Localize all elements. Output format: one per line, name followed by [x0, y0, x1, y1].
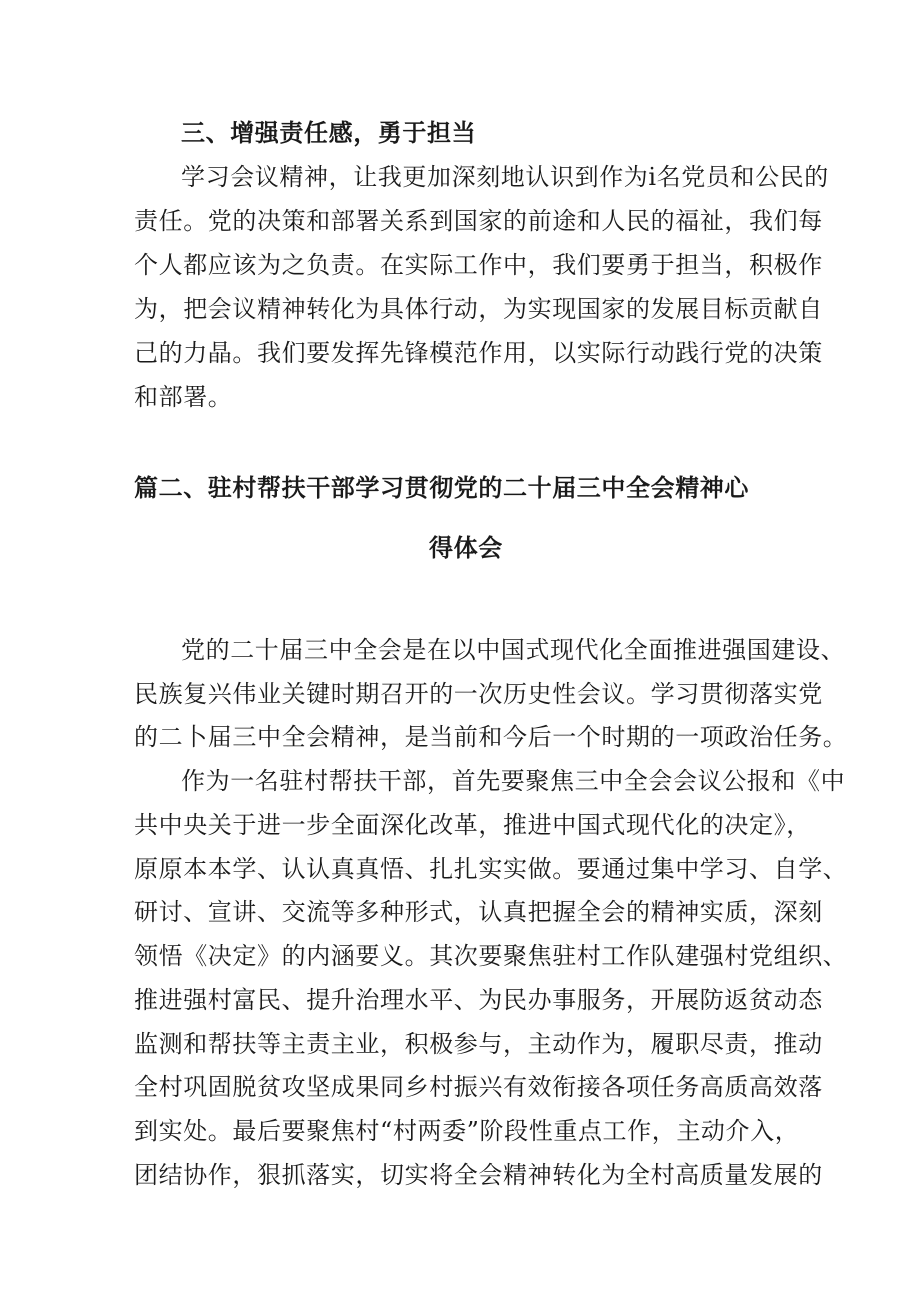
paragraph-line: 到实处。最后要聚焦村“村两委”阶段性重点工作，主动介入，	[134, 1117, 800, 1145]
article-title: 篇二、驻村帮扶干部学习贯彻党的二十届三中全会精神心	[134, 473, 749, 502]
paragraph-line: 党的二十届三中全会是在以中国式现代化全面推进强国建设、	[181, 636, 846, 664]
paragraph-line: 己的力晶。我们要发挥先锋模范作用，以实际行动践行党的决策	[134, 339, 823, 367]
paragraph-line: 推进强村富民、提升治理水平、为民办事服务，开展防返贫动态	[134, 986, 823, 1014]
paragraph-line: 原原本本学、认认真真悟、扎扎实实做。要通过集中学习、自学、	[134, 855, 848, 883]
paragraph-line: 责任。党的决策和部署关系到国家的前途和人民的福祉，我们每	[134, 207, 823, 235]
paragraph-line: 领悟《决定》的内涵要义。其次要聚焦驻村工作队建强村党组织、	[134, 942, 848, 970]
section-heading: 三、增强责任感，勇于担当	[181, 118, 477, 147]
paragraph-line: 为，把会议精神转化为具体行动，为实现国家的发展目标贡献自	[134, 295, 823, 323]
paragraph-line: 全村巩固脱贫攻坚成果同乡村振兴有效衔接各项任务高质高效落	[134, 1073, 823, 1101]
paragraph-line: 个人都应该为之负责。在实际工作中，我们要勇于担当，积极作	[134, 251, 823, 279]
paragraph-line: 监测和帮扶等主责主业，积极参与，主动作为，履职尽责，推动	[134, 1030, 823, 1058]
paragraph-line: 的二卜届三中全会精神，是当前和今后一个时期的一项政治任务。	[134, 723, 848, 751]
paragraph-line: 和部署。	[134, 383, 233, 411]
paragraph-line: 学习会议精神，让我更加深刻地认识到作为i名党员和公民的	[181, 163, 829, 191]
article-title-continued: 得体会	[429, 533, 503, 562]
paragraph-line: 研讨、宣讲、交流等多种形式，认真把握全会的精神实质，深刻	[134, 898, 823, 926]
paragraph-line: 作为一名驻村帮扶干部，首先要聚焦三中全会会议公报和《中	[181, 767, 846, 795]
paragraph-line: 团结协作，狠抓落实，切实将全会精神转化为全村高质量发展的	[134, 1161, 823, 1189]
paragraph-line: 民族复兴伟业关键时期召开的一次历史性会议。学习贯彻落实党	[134, 680, 823, 708]
paragraph-line: 共中央关于进一步全面深化改革，推进中国式现代化的决定》，	[134, 811, 811, 839]
